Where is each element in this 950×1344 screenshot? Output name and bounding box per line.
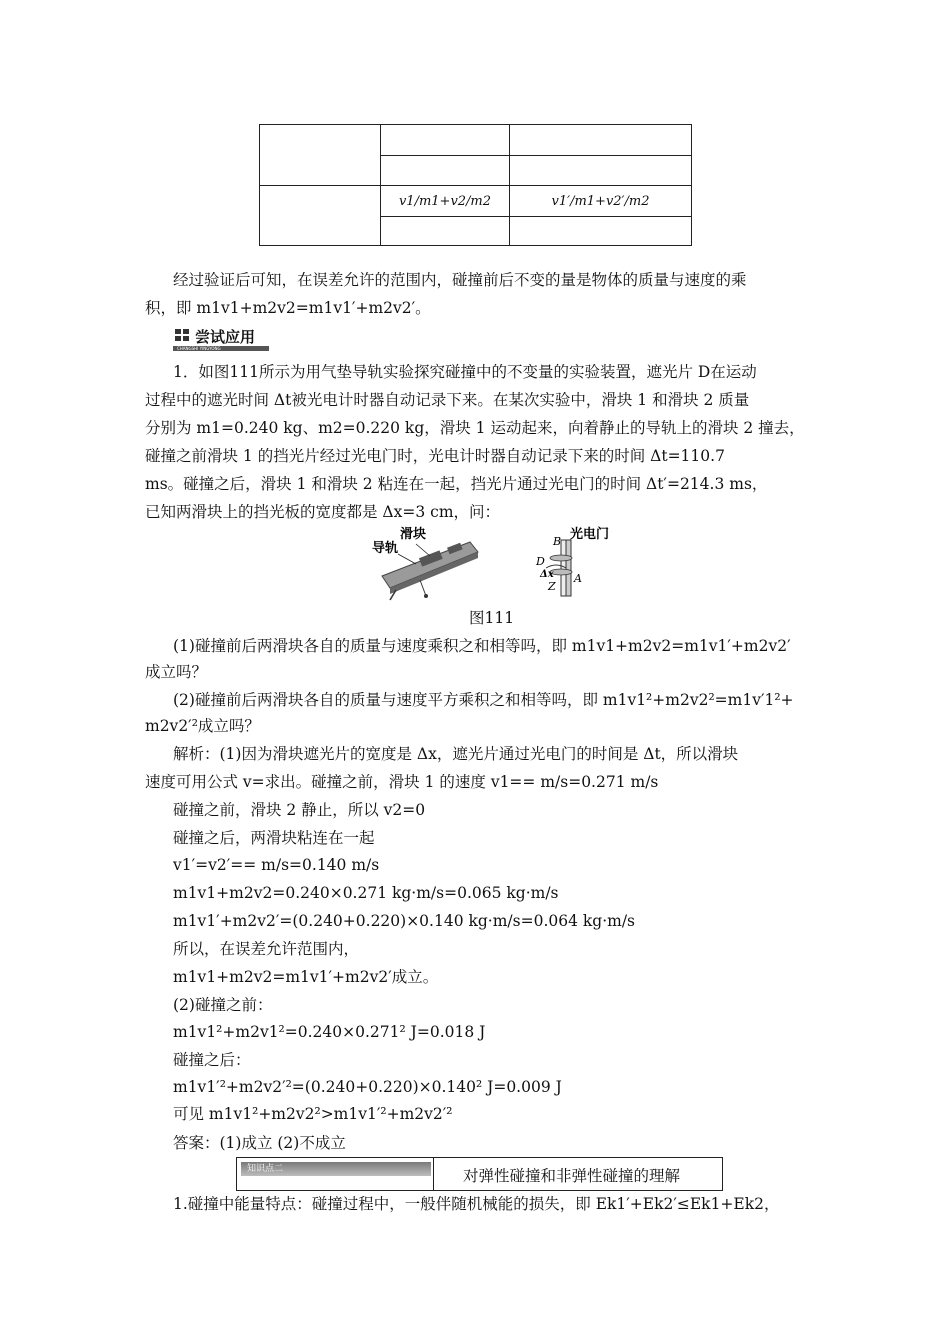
knowledge-point-tag	[241, 1162, 431, 1176]
table-cell	[510, 217, 692, 246]
label-d: D	[536, 555, 545, 568]
paragraph-line: 积，即 m1v1+m2v2=m1v1′+m2v2′。	[145, 299, 431, 317]
figure-caption: 图111	[469, 609, 515, 627]
divider	[433, 1158, 434, 1190]
solution-line: v1′=v2′== m/s=0.140 m/s	[173, 856, 380, 874]
solution-line: m1v1′²+m2v2′²=(0.240+0.220)×0.140² J=0.009 J	[173, 1078, 562, 1096]
table-cell	[381, 125, 510, 156]
section-subtitle: CHANGSHI YINGYONG	[177, 346, 221, 351]
table-cell-mv-after: v1′/m1+v2′/m2	[510, 186, 692, 217]
table-cell	[381, 156, 510, 186]
problem-line: 过程中的遮光时间 Δt被光电计时器自动记录下来。在某次实验中，滑块 1 和滑块 2 质量	[145, 391, 750, 409]
question-line: (2)碰撞前后两滑块各自的质量与速度平方乘积之和相等吗，即 m1v1²+m2v2²=m1v′1²+	[173, 691, 794, 709]
solution-line: m1v1+m2v2=m1v1′+m2v2′成立。	[173, 968, 439, 986]
table-cell	[260, 186, 381, 246]
solution-line: 碰撞之后：	[173, 1051, 251, 1069]
question-line: (1)碰撞前后两滑块各自的质量与速度乘积之和相等吗，即 m1v1+m2v2=m1v1′+m2v2′	[173, 637, 791, 655]
table-cell	[381, 217, 510, 246]
paragraph-line: 1.碰撞中能量特点：碰撞过程中，一般伴随机械能的损失，即 Ek1′+Ek2′≤Ek1+Ek2，	[173, 1195, 780, 1213]
solution-line: m1v1+m2v2=0.240×0.271 kg·m/s=0.065 kg·m/s	[173, 884, 559, 902]
solution-line: 碰撞之前，滑块 2 静止，所以 v2=0	[173, 801, 426, 819]
section-subtitle-bar	[173, 346, 269, 351]
solution-line: 可见 m1v1²+m2v2²>m1v1′²+m2v2′²	[173, 1105, 453, 1123]
table-cell	[260, 125, 381, 186]
experiment-figure	[360, 524, 620, 602]
question-line: 成立吗？	[145, 663, 208, 681]
solution-line: (2)碰撞之前：	[173, 996, 273, 1014]
air-track-illustration	[360, 524, 620, 602]
label-photogate: 光电门	[570, 527, 610, 542]
answer-line: 答案：(1)成立 (2)不成立	[173, 1134, 346, 1152]
knowledge-point-header	[236, 1157, 723, 1191]
label-slider: 滑块	[400, 527, 427, 542]
question-line: m2v2′²成立吗？	[145, 717, 260, 735]
knowledge-point-tag-text: 知识点二	[247, 1164, 284, 1174]
grid-icon	[175, 329, 191, 343]
section-banner	[173, 327, 269, 351]
table-cell-mv-before: v1/m1+v2/m2	[381, 186, 510, 217]
solution-line: 速度可用公式 v=求出。碰撞之前，滑块 1 的速度 v1== m/s=0.271 m/s	[145, 773, 659, 791]
solution-line: m1v1′+m2v2′=(0.240+0.220)×0.140 kg·m/s=0.064 kg·m/s	[173, 912, 636, 930]
problem-line: 碰撞之前滑块 1 的挡光片经过光电门时，光电计时器自动记录下来的时间 Δt=110.7	[145, 447, 725, 465]
problem-line: 分别为 m1=0.240 kg、m2=0.220 kg，滑块 1 运动起来，向着静止的导轨上的滑块 2 撞去，	[145, 419, 805, 437]
label-delta-x: Δx	[540, 569, 554, 580]
table-cell	[510, 156, 692, 186]
label-z: Z	[548, 580, 556, 593]
problem-line: 已知两滑块上的挡光板的宽度都是 Δx=3 cm，问：	[145, 503, 501, 521]
data-table	[259, 124, 692, 246]
table-cell	[510, 125, 692, 156]
label-a: A	[574, 572, 582, 585]
problem-line: 1．如图111所示为用气垫导轨实验探究碰撞中的不变量的实验装置，遮光片 D在运动	[173, 363, 757, 381]
section-title: 尝试应用	[195, 328, 256, 346]
solution-line: 所以，在误差允许范围内，	[173, 940, 360, 958]
label-rail: 导轨	[372, 541, 399, 556]
knowledge-point-title: 对弹性碰撞和非弹性碰撞的理解	[463, 1167, 681, 1185]
solution-line: m1v1²+m2v1²=0.240×0.271² J=0.018 J	[173, 1023, 486, 1041]
paragraph-line: 经过验证后可知，在误差允许的范围内，碰撞前后不变的量是物体的质量与速度的乘	[173, 271, 747, 289]
solution-line: 解析：(1)因为滑块遮光片的宽度是 Δx，遮光片通过光电门的时间是 Δt，所以滑块	[173, 745, 739, 763]
solution-line: 碰撞之后，两滑块粘连在一起	[173, 829, 375, 847]
label-b: B	[553, 535, 562, 548]
problem-line: ms。碰撞之后，滑块 1 和滑块 2 粘连在一起，挡光片通过光电门的时间 Δt′=214.3 ms，	[145, 475, 768, 493]
